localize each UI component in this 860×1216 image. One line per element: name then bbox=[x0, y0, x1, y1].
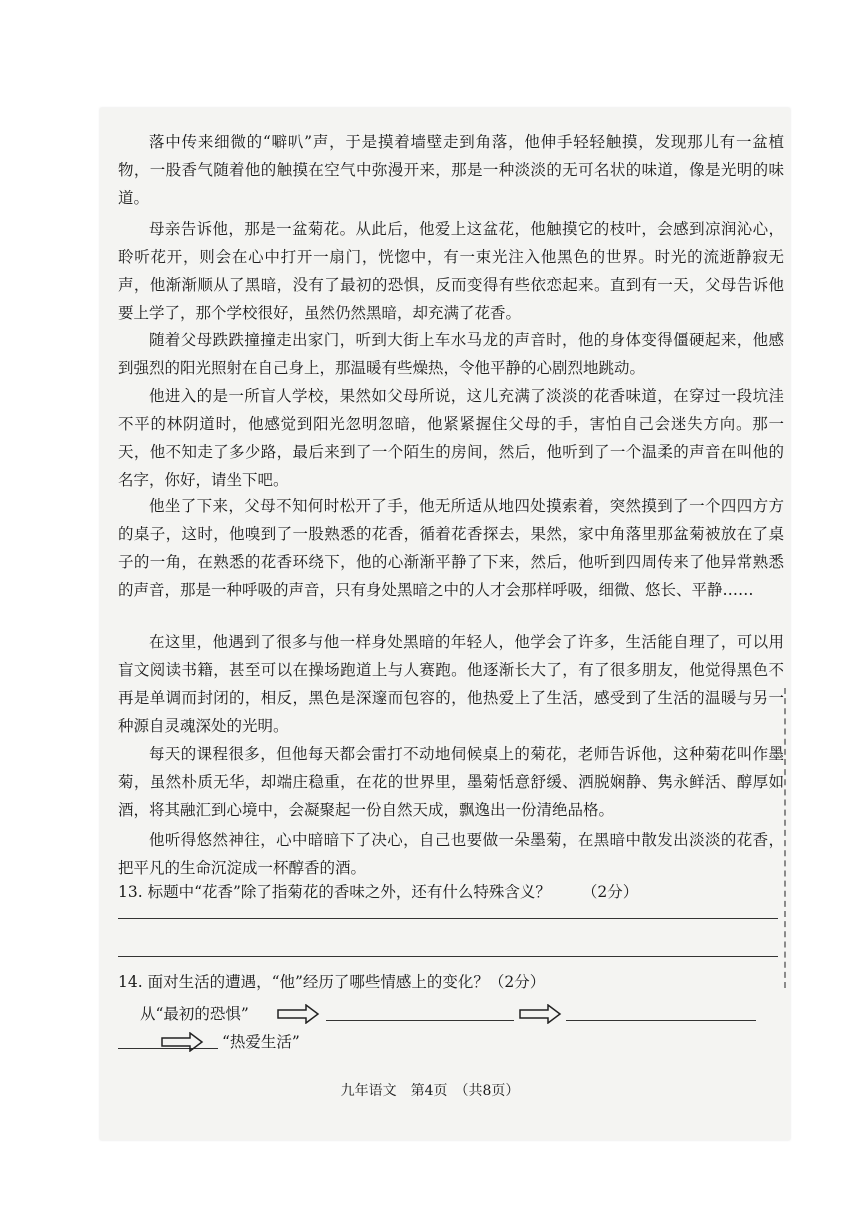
question-14: 14. 面对生活的遭遇，“他”经历了哪些情感上的变化？（2分） bbox=[118, 973, 546, 991]
page-footer: 九年语文 第4页 （共8页） bbox=[340, 1083, 520, 1099]
paragraph-1: 落中传来细微的“噼叭”声，于是摸着墙壁走到角落，他伸手轻轻触摸，发现那儿有一盆植物，一股香气随着他的触摸在空气中弥漫开来，那是一种淡淡的无可名状的味道，像是光明的味道。 bbox=[118, 133, 784, 207]
paragraph-6: 在这里，他遇到了很多与他一样身处黑暗的年轻人，他学会了许多，生活能自理了，可以用盲文阅读书籍，甚至可以在操场跑道上与人赛跑。他逐渐长大了，有了很多朋友，他觉得黑色不再是单调而封闭的，相反，黑色是深邃而包容的，他热爱上了生活，感受到了生活的温暖与另一种源自灵魂深处的光明。 bbox=[118, 633, 784, 735]
arrow-icon bbox=[518, 1004, 562, 1024]
paragraph-4: 他进入的是一所盲人学校，果然如父母所说，这儿充满了淡淡的花香味道，在穿过一段坑洼不平的林阴道时，他感觉到阳光忽明忽暗，他紧紧握住父母的手，害怕自己会迷失方向。那一天，他不知走了多少路，最后来到了一个陌生的房间，然后，他听到了一个温柔的声音在叫他的名字，你好，请坐下吧。 bbox=[118, 387, 784, 489]
q14-end-label: “热爱生活” bbox=[222, 1033, 300, 1051]
arrow-icon bbox=[276, 1004, 320, 1024]
answer-line-13a[interactable] bbox=[118, 918, 778, 919]
question-13-score: （2分） bbox=[581, 883, 639, 901]
question-13 bbox=[118, 880, 638, 904]
paragraph-7: 每天的课程很多，但他每天都会雷打不动地伺候桌上的菊花，老师告诉他，这种菊花叫作墨菊，虽然朴质无华，却端庄稳重，在花的世界里，墨菊恬意舒缓、洒脱娴静、隽永鲜活、醇厚如酒，将其融汇到心境中，会凝聚起一份自然天成，飘逸出一份清绝品格。 bbox=[118, 745, 784, 819]
paragraph-5: 他坐了下来，父母不知何时松开了手，他无所适从地四处摸索着，突然摸到了一个四四方方的桌子，这时，他嗅到了一股熟悉的花香，循着花香探去，果然，家中角落里那盆菊被放在了桌子的一角，在熟悉的花香环绕下，他的心渐渐平静了下来，然后，他听到四周传来了他异常熟悉的声音，那是一种呼吸的声音，只有身处黑暗之中的人才会那样呼吸，细微、悠长、平静…… bbox=[118, 497, 784, 599]
answer-line-13b[interactable] bbox=[118, 956, 778, 957]
paragraph-3: 随着父母跌跌撞撞走出家门，听到大街上车水马龙的声音时，他的身体变得僵硬起来，他感到强烈的阳光照射在自己身上，那温暖有些燥热，令他平静的心剧烈地跳动。 bbox=[118, 331, 784, 377]
question-13-text: 13. 标题中“花香”除了指菊花的香味之外，还有什么特殊含义？ bbox=[118, 883, 551, 901]
answer-line-14b[interactable] bbox=[566, 1020, 756, 1021]
paragraph-2: 母亲告诉他，那是一盆菊花。从此后，他爱上这盆花，他触摸它的枝叶，会感到凉润沁心，聆听花开，则会在心中打开一扇门，恍惚中，有一束光注入他黑色的世界。时光的流逝静寂无声，他渐渐顺从了黑暗，没有了最初的恐惧，反而变得有些依恋起来。直到有一天，父母告诉他要上学了，那个学校很好，虽然仍然黑暗，却充满了花香。 bbox=[118, 220, 784, 322]
answer-line-14a[interactable] bbox=[326, 1020, 514, 1021]
q14-start-label: 从“最初的恐惧” bbox=[140, 1005, 249, 1023]
paragraph-8: 他听得悠然神往，心中暗暗下了决心，自己也要做一朵墨菊，在黑暗中散发出淡淡的花香，把平凡的生命沉淀成一杯醇香的酒。 bbox=[118, 831, 784, 877]
arrow-icon bbox=[160, 1032, 204, 1052]
